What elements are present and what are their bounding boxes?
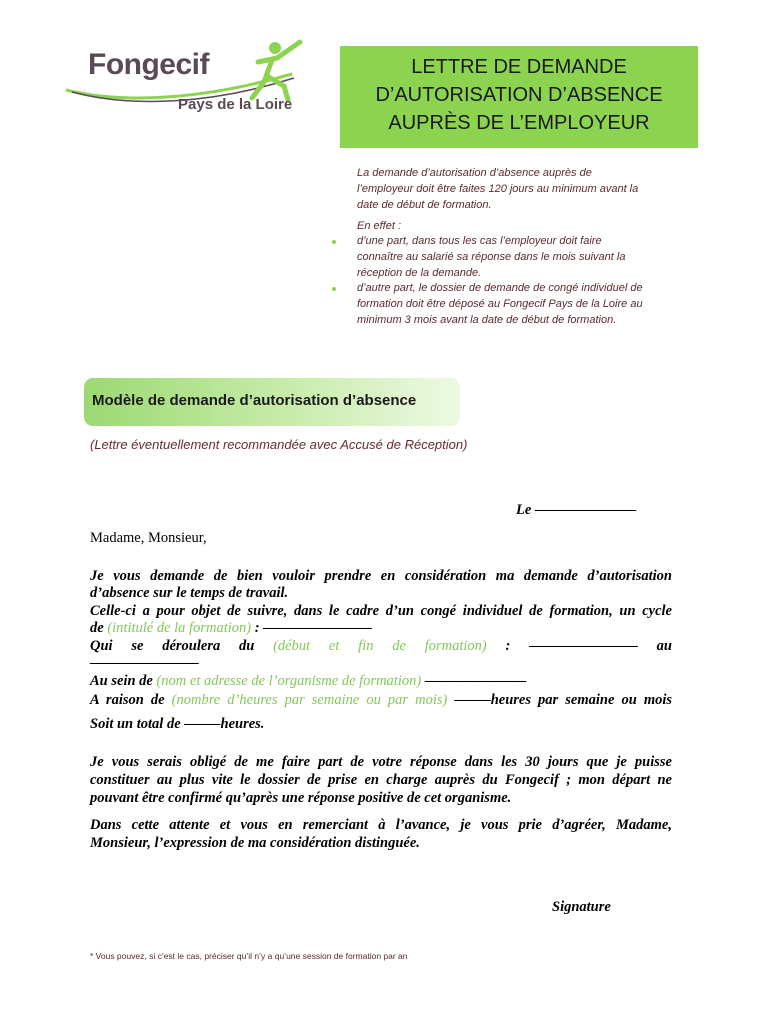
intro-bullet-line: réception de la demande. — [357, 267, 482, 279]
paragraph-line: de (intitulé de la formation) : ––––––––––––––– — [90, 620, 372, 636]
title-line-3: AUPRÈS DE L’EMPLOYEUR — [388, 112, 650, 134]
date-line: Le –––––––––––––– — [516, 502, 637, 518]
placeholder-heures: (nombre d’heures par semaine ou par mois) — [171, 692, 448, 708]
paragraph-line: d’absence sur le temps de travail. — [90, 585, 289, 601]
logo-brand: Fongecif — [88, 48, 209, 81]
paragraph-line: Monsieur, l’expression de ma considération distinguée. — [90, 835, 420, 851]
title-line-2: D’AUTORISATION D’ABSENCE — [375, 84, 663, 106]
signature-label: Signature — [552, 899, 611, 915]
placeholder-dates: (début et fin de formation) — [273, 638, 487, 654]
intro-bullet-line: d’autre part, le dossier de demande de congé individuel de — [357, 282, 643, 294]
model-banner — [84, 378, 460, 426]
paragraph-line: Je vous demande de bien vouloir prendre en considération ma demande d’autorisation — [90, 568, 672, 584]
fongecif-logo — [62, 38, 312, 118]
intro-bullet-line: minimum 3 mois avant la date de début de formation. — [357, 314, 617, 326]
intro-line: l’employeur doit être faites 120 jours au minimum avant la — [357, 183, 639, 195]
model-banner-title: Modèle de demande d’autorisation d’absence — [92, 392, 417, 409]
paragraph-line: Dans cette attente et vous en remerciant à l’avance, je vous prie d’agréer, Madame, — [90, 817, 672, 833]
intro-bullet-line: d’une part, dans tous les cas l’employeur doit faire — [357, 235, 602, 247]
title-box — [340, 46, 698, 148]
bullet-icon — [332, 240, 336, 244]
paragraph-line: Soit un total de –––––heures. — [90, 716, 265, 732]
placeholder-intitule: (intitulé de la formation) — [107, 620, 252, 636]
intro-line: La demande d’autorisation d’absence auprès de — [357, 167, 592, 179]
salutation: Madame, Monsieur, — [90, 530, 207, 546]
title-line-1: LETTRE DE DEMANDE — [411, 56, 627, 78]
intro-effet: En effet : — [357, 220, 402, 232]
placeholder-organisme: (nom et adresse de l’organisme de formation) — [156, 673, 422, 689]
intro-bullet-line: connaître au salarié sa réponse dans le mois suivant la — [357, 251, 626, 263]
intro-line: date de début de formation. — [357, 199, 492, 211]
paragraph-line: Au sein de (nom et adresse de l’organisme de formation) –––––––––––––– — [90, 673, 527, 689]
paragraph-line: Celle-ci a pour objet de suivre, dans le cadre d’un congé individuel de formation, un cycle — [90, 603, 672, 619]
footnote: * Vous pouvez, si c’est le cas, préciser qu’il n’y a qu’une session de formation par an — [90, 951, 408, 961]
paragraph-line: Je vous serais obligé de me faire part de votre réponse dans les 30 jours que je puisse — [90, 754, 672, 770]
logo-region: Pays de la Loire — [178, 96, 293, 113]
bullet-icon — [332, 287, 336, 291]
recommended-note: (Lettre éventuellement recommandée avec Accusé de Réception) — [90, 437, 468, 452]
paragraph-line: ––––––––––––––– — [90, 655, 199, 671]
paragraph-line: constituer au plus vite le dossier de prise en charge auprès du Fongecif ; mon départ ne — [90, 772, 672, 788]
paragraph-line: A raison de (nombre d’heures par semaine ou par mois) –––––heures par semaine ou mois — [90, 692, 673, 708]
paragraph-line: Qui se déroulera du (début et fin de formation) : ––––––––––––––– au — [90, 638, 672, 654]
intro-bullet-line: formation doit être déposé au Fongecif Pays de la Loire au — [357, 298, 643, 310]
paragraph-line: pouvant être confirmé qu’après une réponse positive de cet organisme. — [90, 790, 512, 806]
